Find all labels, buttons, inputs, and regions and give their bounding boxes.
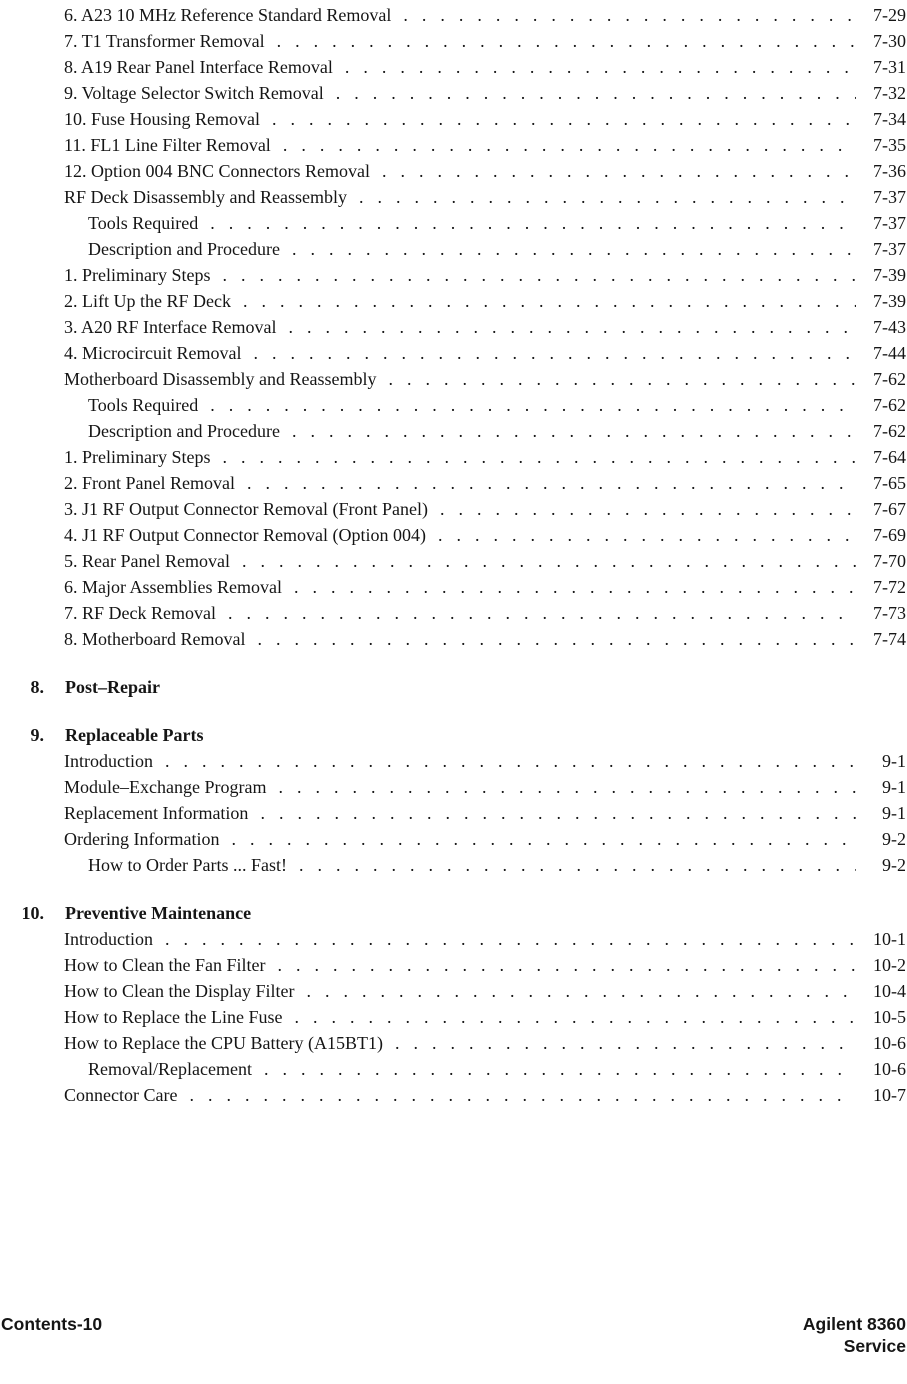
toc-entry: [0, 418, 906, 444]
toc-entry-label: 1. Preliminary Steps: [64, 447, 211, 467]
dot-leader: [292, 236, 856, 262]
page-number: 9-1: [882, 751, 906, 771]
dot-leader: [278, 774, 856, 800]
chapter-heading: [0, 722, 906, 748]
dot-leader: [299, 852, 856, 878]
toc-entry: [0, 158, 906, 184]
page-footer: [0, 1313, 907, 1357]
dot-leader: [306, 978, 856, 1004]
toc-entry: [0, 2, 906, 28]
dot-leader: [243, 288, 856, 314]
dot-leader: [272, 106, 856, 132]
toc-entry: [0, 978, 906, 1004]
footer-manual-type: Service: [843, 1336, 906, 1356]
toc-entry-label: 3. A20 RF Interface Removal: [64, 317, 277, 337]
page-number: 7-70: [873, 551, 906, 571]
toc-entry: [0, 132, 906, 158]
dot-leader: [294, 574, 856, 600]
dot-leader: [210, 392, 856, 418]
toc-entry-label: How to Replace the CPU Battery (A15BT1): [64, 1033, 383, 1053]
chapter-title: Replaceable Parts: [65, 725, 204, 745]
toc-entry: [0, 600, 906, 626]
dot-leader: [257, 626, 856, 652]
page-number: 7-37: [873, 239, 906, 259]
toc-entry-label: Connector Care: [64, 1085, 178, 1105]
page-number: 7-72: [873, 577, 906, 597]
toc-entry: [0, 1056, 906, 1082]
page-number: 10-6: [873, 1033, 906, 1053]
chapter-title: Preventive Maintenance: [65, 903, 252, 923]
page-number: 7-44: [873, 343, 906, 363]
page-number: 9-2: [882, 855, 906, 875]
toc-entry-label: Replacement Information: [64, 803, 249, 823]
toc-entry: [0, 1082, 906, 1108]
toc-entry: [0, 28, 906, 54]
toc-entry: [0, 288, 906, 314]
page-number: 7-36: [873, 161, 906, 181]
toc-entry-label: Introduction: [64, 751, 153, 771]
page-number: 7-29: [873, 5, 906, 25]
chapter-number: 8.: [30, 677, 44, 697]
toc-entry-label: 12. Option 004 BNC Connectors Removal: [64, 161, 370, 181]
toc-entry-label: 1. Preliminary Steps: [64, 265, 211, 285]
dot-leader: [247, 470, 856, 496]
page-number: 10-6: [873, 1059, 906, 1079]
toc-entry: [0, 184, 906, 210]
page-number: 9-2: [882, 829, 906, 849]
toc-entry: [0, 1004, 906, 1030]
toc-entry-label: Tools Required: [88, 395, 199, 415]
dot-leader: [440, 496, 856, 522]
toc-entry: [0, 236, 906, 262]
toc-entry-label: Description and Procedure: [88, 421, 280, 441]
toc-entry: [0, 366, 906, 392]
toc-entry: [0, 340, 906, 366]
toc-entry-label: How to Clean the Display Filter: [64, 981, 295, 1001]
page-number: 7-62: [873, 421, 906, 441]
page-number: 7-62: [873, 395, 906, 415]
toc-entry-label: 8. A19 Rear Panel Interface Removal: [64, 57, 333, 77]
toc-entry: [0, 926, 906, 952]
toc-entry-label: Motherboard Disassembly and Reassembly: [64, 369, 377, 389]
page-number: 7-73: [873, 603, 906, 623]
page-number: 9-1: [882, 803, 906, 823]
toc-entry-label: How to Order Parts ... Fast!: [88, 855, 287, 875]
toc-entry: [0, 1030, 906, 1056]
toc-entry: [0, 210, 906, 236]
toc-entry-label: 2. Lift Up the RF Deck: [64, 291, 231, 311]
page-number: 7-43: [873, 317, 906, 337]
chapter-number: 9.: [30, 725, 44, 745]
page-number: 7-65: [873, 473, 906, 493]
toc-entry: [0, 80, 906, 106]
footer-page-label: Contents-10: [1, 1314, 103, 1334]
page-number: 10-5: [873, 1007, 906, 1027]
toc-entry: [0, 774, 906, 800]
dot-leader: [395, 1030, 856, 1056]
dot-leader: [388, 366, 856, 392]
toc-entry: [0, 548, 906, 574]
toc-entry: [0, 54, 906, 80]
dot-leader: [382, 158, 856, 184]
toc-entry: [0, 262, 906, 288]
page-number: 10-1: [873, 929, 906, 949]
toc-entry-label: 6. Major Assemblies Removal: [64, 577, 282, 597]
chapter-number: 10.: [21, 903, 44, 923]
toc-entry: [0, 852, 906, 878]
toc-entry-label: How to Clean the Fan Filter: [64, 955, 266, 975]
toc-entry-label: 10. Fuse Housing Removal: [64, 109, 260, 129]
toc-entry-label: RF Deck Disassembly and Reassembly: [64, 187, 347, 207]
dot-leader: [228, 600, 856, 626]
dot-leader: [253, 340, 856, 366]
page-number: 7-31: [873, 57, 906, 77]
dot-leader: [345, 54, 856, 80]
chapter-title: Post–Repair: [65, 677, 160, 697]
dot-leader: [403, 2, 856, 28]
dot-leader: [189, 1082, 856, 1108]
dot-leader: [242, 548, 856, 574]
page-number: 7-32: [873, 83, 906, 103]
toc-entry-label: Removal/Replacement: [88, 1059, 252, 1079]
toc-entry: [0, 626, 906, 652]
page-number: 7-30: [873, 31, 906, 51]
dot-leader: [223, 262, 857, 288]
toc-entry-label: 4. J1 RF Output Connector Removal (Option 004): [64, 525, 426, 545]
toc-entry: [0, 952, 906, 978]
toc-entry: [0, 826, 906, 852]
dot-leader: [264, 1056, 856, 1082]
dot-leader: [223, 444, 857, 470]
toc-entry-label: 3. J1 RF Output Connector Removal (Front Panel): [64, 499, 428, 519]
dot-leader: [288, 314, 856, 340]
page-number: 7-67: [873, 499, 906, 519]
toc-entry: [0, 800, 906, 826]
page-number: 10-4: [873, 981, 906, 1001]
page-number: 10-2: [873, 955, 906, 975]
toc-entry-label: Tools Required: [88, 213, 199, 233]
toc-entry: [0, 392, 906, 418]
dot-leader: [165, 748, 856, 774]
toc-entry-label: 5. Rear Panel Removal: [64, 551, 230, 571]
toc-entry-label: Description and Procedure: [88, 239, 280, 259]
dot-leader: [210, 210, 856, 236]
toc-entry-label: Module–Exchange Program: [64, 777, 267, 797]
dot-leader: [283, 132, 856, 158]
toc-entry-label: 6. A23 10 MHz Reference Standard Removal: [64, 5, 392, 25]
toc-entry: [0, 106, 906, 132]
toc-entry: [0, 574, 906, 600]
dot-leader: [277, 952, 856, 978]
dot-leader: [294, 1004, 856, 1030]
toc-entry-label: 8. Motherboard Removal: [64, 629, 246, 649]
chapter-heading: [0, 674, 906, 700]
page-number: 7-35: [873, 135, 906, 155]
page-number: 7-64: [873, 447, 906, 467]
toc-entry-label: 2. Front Panel Removal: [64, 473, 235, 493]
toc-entry: [0, 444, 906, 470]
page-number: 7-39: [873, 291, 906, 311]
page-number: 7-37: [873, 187, 906, 207]
toc-entry-label: Ordering Information: [64, 829, 220, 849]
toc-entry-label: 11. FL1 Line Filter Removal: [64, 135, 271, 155]
toc-entry: [0, 496, 906, 522]
toc-entry-label: 9. Voltage Selector Switch Removal: [64, 83, 324, 103]
page-number: 9-1: [882, 777, 906, 797]
toc-entry: [0, 522, 906, 548]
dot-leader: [165, 926, 856, 952]
dot-leader: [260, 800, 856, 826]
dot-leader: [277, 28, 856, 54]
toc-entry-label: 4. Microcircuit Removal: [64, 343, 242, 363]
page-number: 7-37: [873, 213, 906, 233]
chapter-heading: [0, 900, 906, 926]
toc-entry-label: 7. T1 Transformer Removal: [64, 31, 265, 51]
toc-entry: [0, 470, 906, 496]
page-number: 7-69: [873, 525, 906, 545]
toc-entry: [0, 748, 906, 774]
page-number: 7-62: [873, 369, 906, 389]
toc-entry-label: How to Replace the Line Fuse: [64, 1007, 283, 1027]
footer-doc-label: [803, 1313, 906, 1357]
page-number: 10-7: [873, 1085, 906, 1105]
toc-entry: [0, 314, 906, 340]
toc-entry-label: Introduction: [64, 929, 153, 949]
dot-leader: [438, 522, 856, 548]
dot-leader: [359, 184, 856, 210]
footer-product-name: Agilent 8360: [802, 1314, 906, 1334]
page-number: 7-34: [873, 109, 906, 129]
page-number: 7-39: [873, 265, 906, 285]
toc-entry-label: 7. RF Deck Removal: [64, 603, 216, 623]
page-number: 7-74: [873, 629, 906, 649]
dot-leader: [336, 80, 856, 106]
dot-leader: [231, 826, 856, 852]
dot-leader: [292, 418, 856, 444]
